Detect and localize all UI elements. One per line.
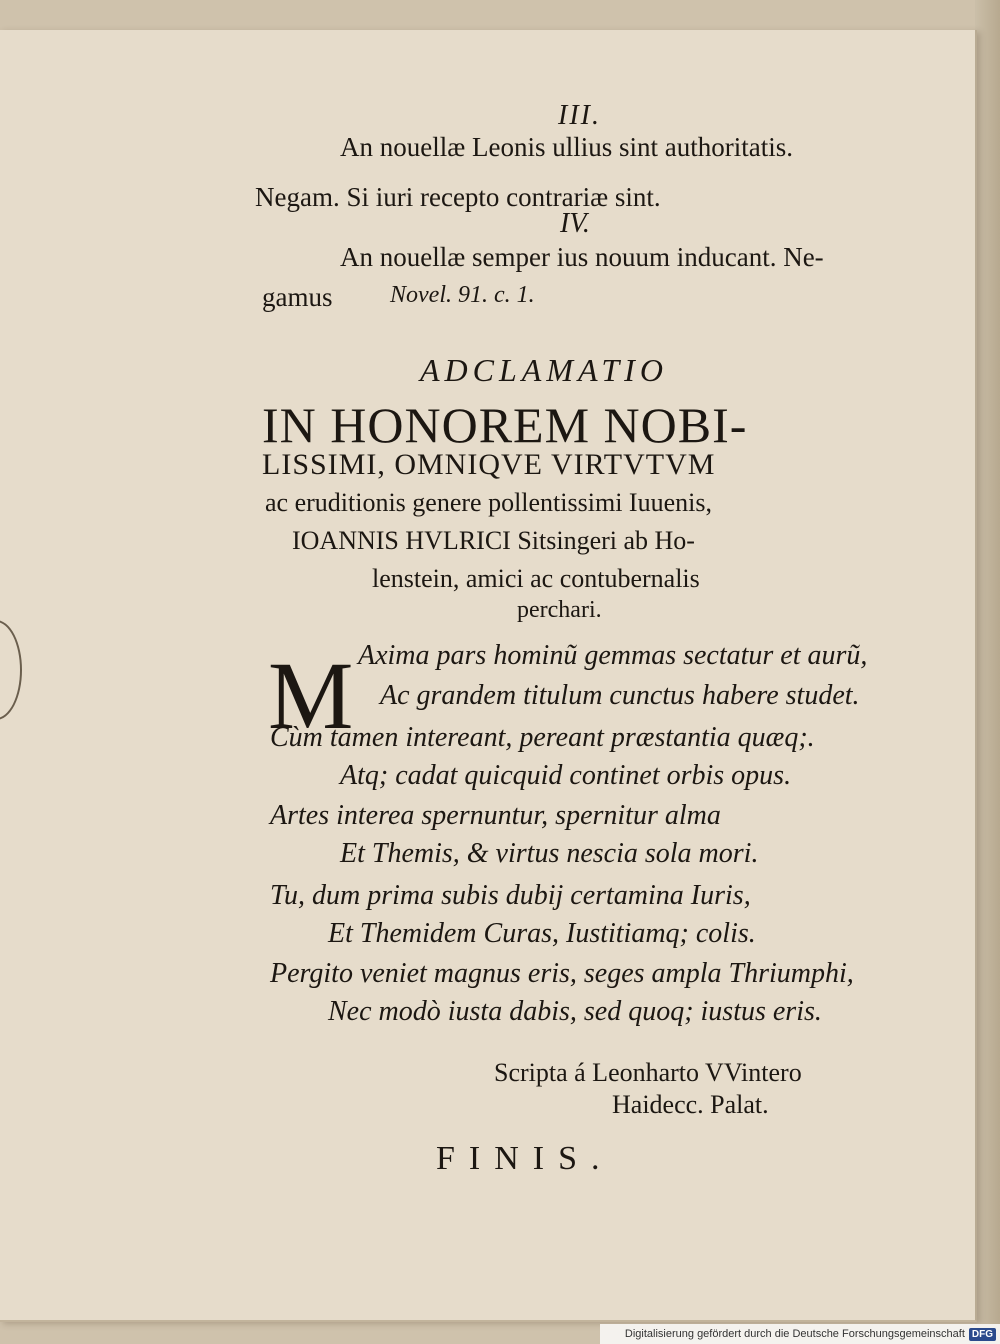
verse-line-8: Et Themidem Curas, Iustitiamq; colis. — [328, 918, 756, 949]
verse-line-10: Nec modò iusta dabis, sed quoq; iustus eris. — [328, 996, 822, 1027]
title-adclamatio: ADCLAMATIO — [420, 352, 668, 388]
text-line-3: An nouellæ semper ius nouum inducant. Ne- — [340, 242, 824, 272]
subtitle-line-4: perchari. — [517, 597, 602, 623]
section-numeral-3: III. — [558, 100, 601, 131]
dfg-logo-icon: DFG — [969, 1328, 996, 1341]
title-lissimi: LISSIMI, OMNIQVE VIRTVTVM — [262, 448, 716, 481]
text-line-4b-citation: Novel. 91. c. 1. — [390, 282, 535, 308]
verse-line-9: Pergito veniet magnus eris, seges ampla Thriumphi, — [270, 958, 854, 989]
verse-line-3: Cùm tamen intereant, pereant præstantia quæq;. — [270, 722, 815, 753]
section-numeral-4: IV. — [560, 208, 590, 239]
subtitle-line-3: lenstein, amici ac contubernalis — [372, 564, 700, 593]
text-line-4a: gamus — [262, 282, 333, 312]
verse-line-4: Atq; cadat quicquid continet orbis opus. — [340, 760, 792, 791]
text-line-2: Negam. Si iuri recepto contrariæ sint. — [255, 182, 661, 212]
signature-line-2: Haidecc. Palat. — [612, 1090, 769, 1119]
verse-line-5: Artes interea spernuntur, spernitur alma — [270, 800, 721, 831]
title-honorem: IN HONOREM NOBI- — [262, 397, 748, 453]
verse-line-7: Tu, dum prima subis dubij certamina Iuris, — [270, 880, 751, 911]
signature-line-1: Scripta á Leonharto VVintero — [494, 1058, 802, 1087]
binding-hole — [0, 620, 22, 720]
text-line-1: An nouellæ Leonis ullius sint authoritatis. — [340, 132, 793, 162]
finis-label: FINIS. — [436, 1140, 614, 1177]
next-page-edge — [975, 0, 1000, 1344]
verse-line-1: Axima pars hominũ gemmas sectatur et aurũ, — [358, 640, 868, 671]
verse-line-2: Ac grandem titulum cunctus habere studet. — [380, 680, 860, 711]
digitization-footer — [600, 1324, 1000, 1344]
subtitle-line-1: ac eruditionis genere pollentissimi Iuuenis, — [265, 488, 712, 517]
document-page — [0, 30, 977, 1322]
subtitle-line-2: IOANNIS HVLRICI Sitsingeri ab Ho- — [292, 526, 695, 555]
verse-line-6: Et Themis, & virtus nescia sola mori. — [340, 838, 759, 869]
footer-credit: Digitalisierung gefördert durch die Deutsche Forschungsgemeinschaft — [624, 1328, 965, 1340]
drop-cap: M — [268, 642, 354, 749]
